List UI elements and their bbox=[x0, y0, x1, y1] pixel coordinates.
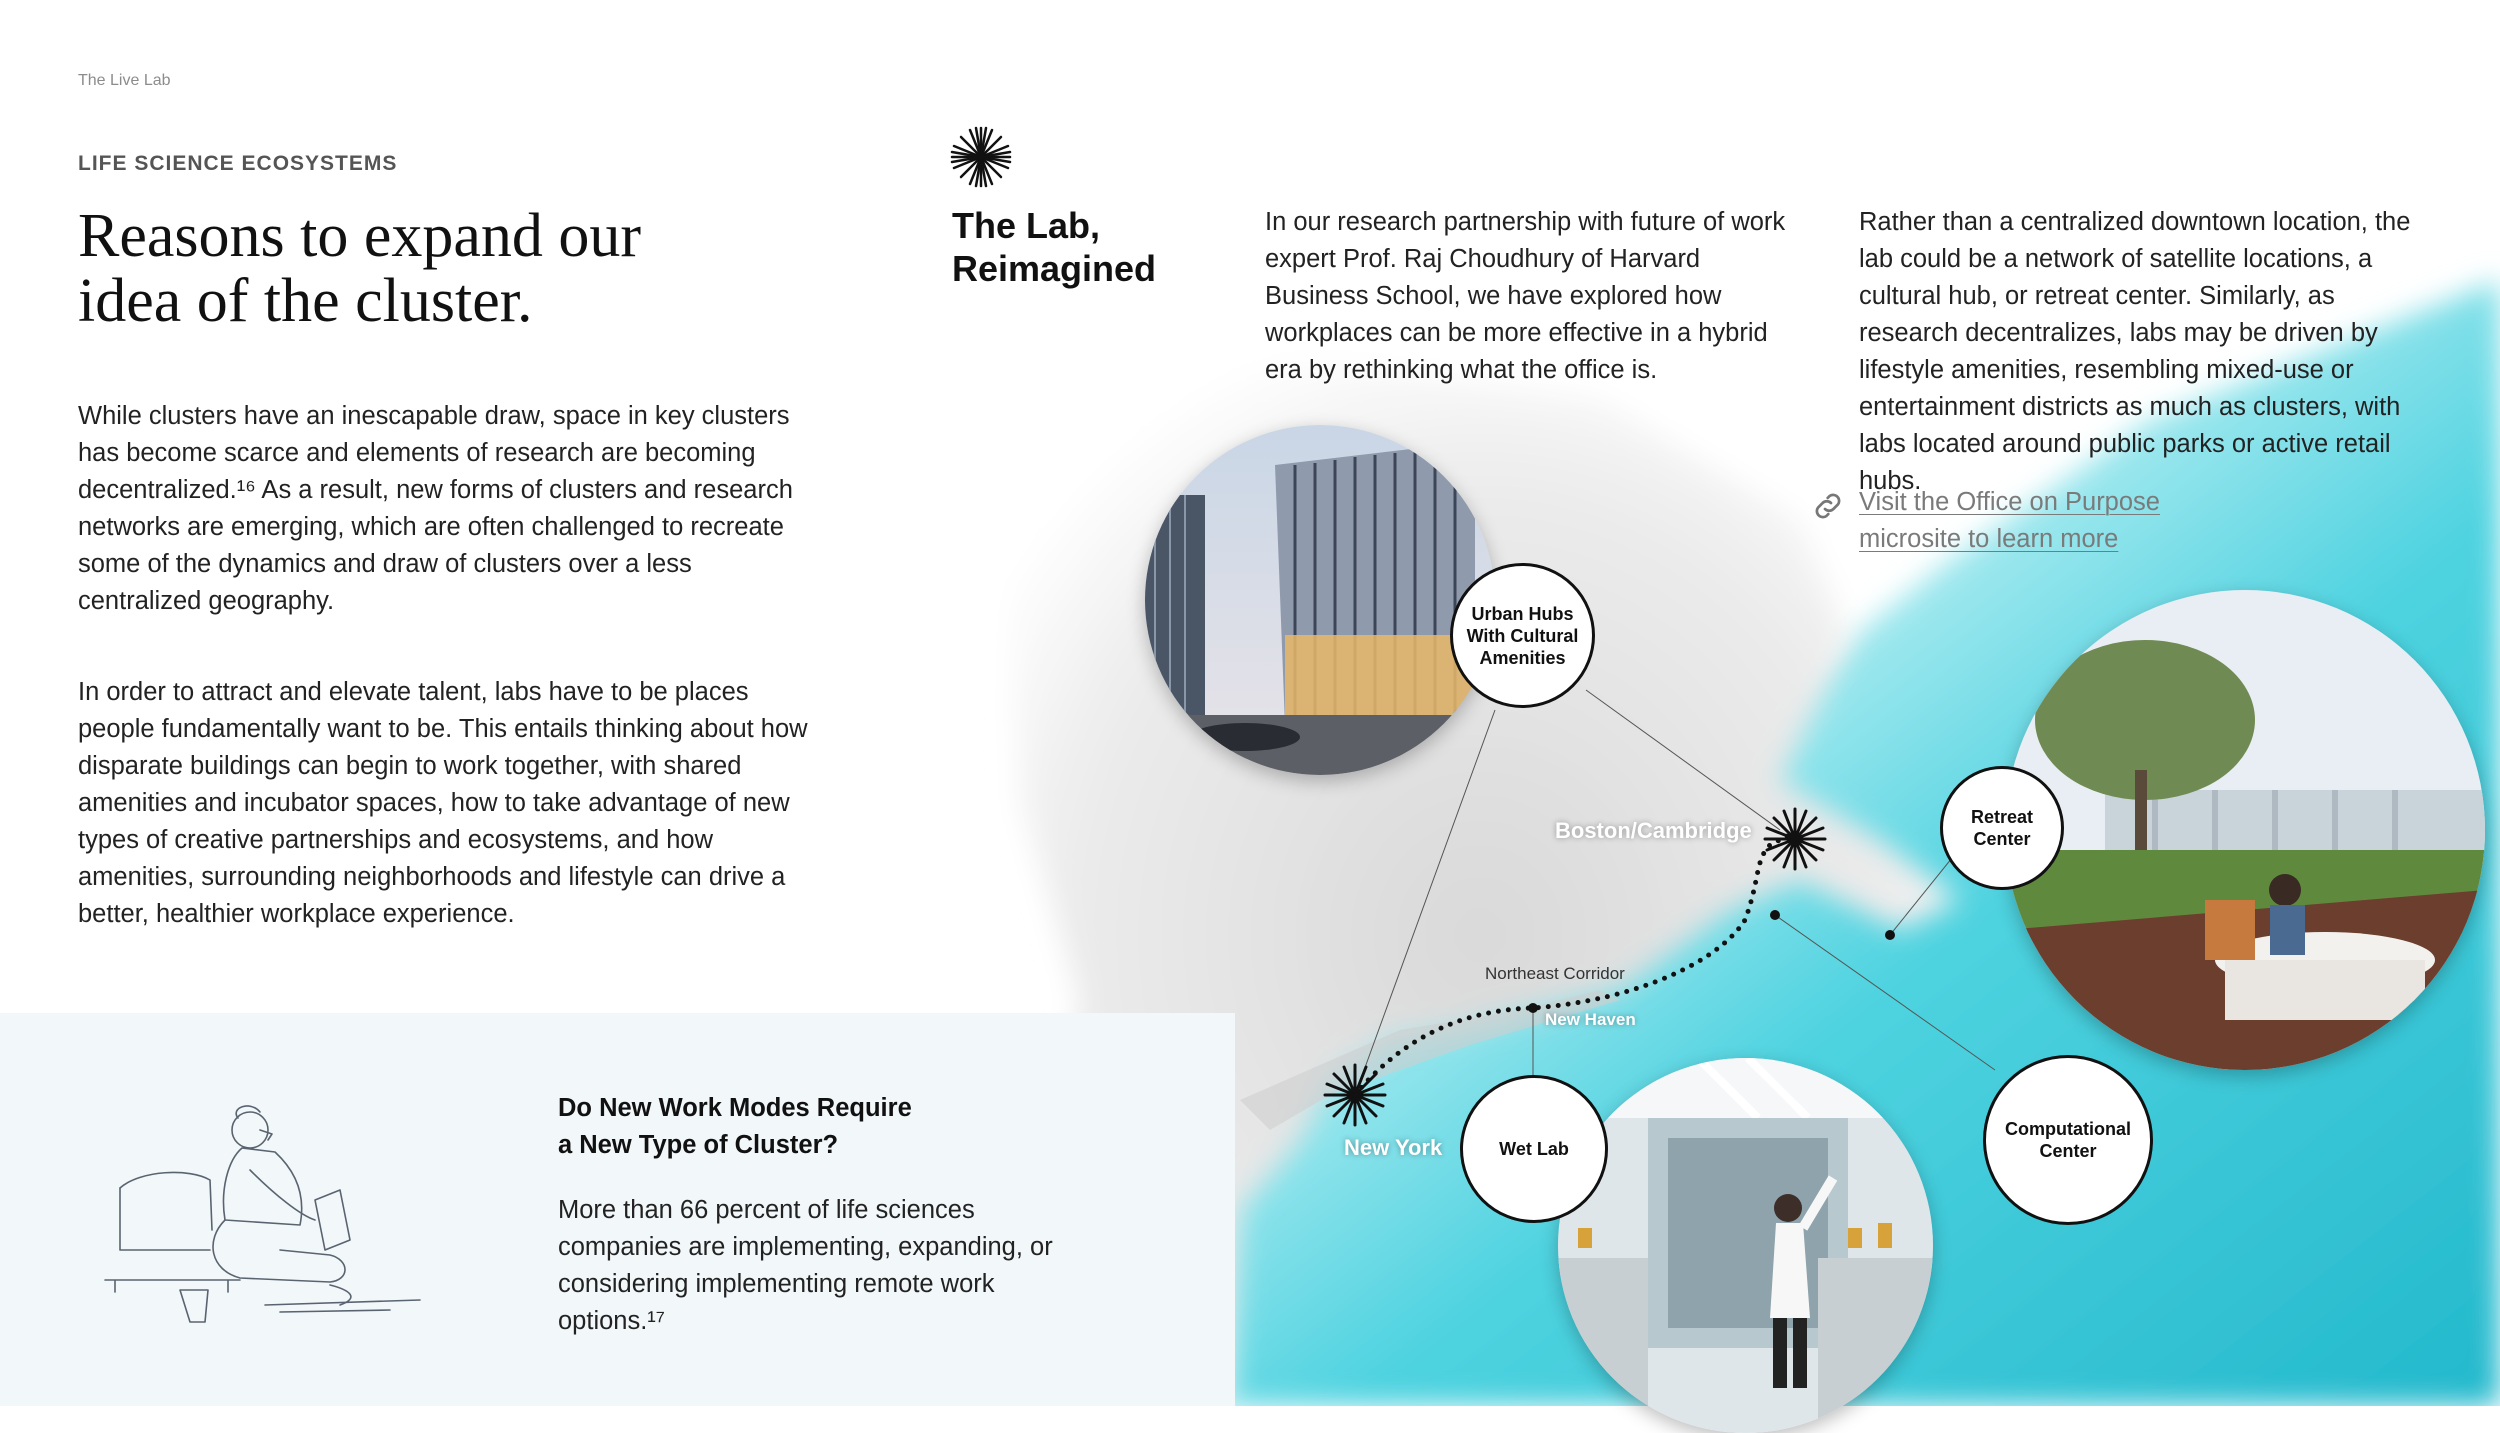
starburst-icon bbox=[950, 126, 1012, 188]
link-line-2[interactable]: microsite to learn more bbox=[1859, 525, 2119, 553]
rooftop-retreat-photo bbox=[2005, 590, 2485, 1070]
link-icon[interactable] bbox=[1810, 488, 1846, 524]
new-york-label: New York bbox=[1344, 1135, 1443, 1160]
section-title-line-2: Reimagined bbox=[952, 248, 1157, 289]
computational-line-2: Center bbox=[2039, 1141, 2097, 1161]
headline-line-2: idea of the cluster. bbox=[78, 267, 533, 335]
headline-line-1: Reasons to expand our bbox=[78, 202, 642, 270]
new-york-marker-icon bbox=[1322, 1062, 1388, 1128]
wet-lab-text: Wet Lab bbox=[1499, 1139, 1569, 1159]
page-headline bbox=[78, 204, 838, 334]
northeast-corridor-label: Northeast Corridor bbox=[1485, 964, 1625, 983]
urban-building-photo bbox=[1145, 425, 1495, 775]
new-haven-label: New Haven bbox=[1545, 1010, 1636, 1029]
computational-center-label bbox=[1983, 1055, 2153, 1225]
retreat-line-2: Center bbox=[1973, 829, 2031, 849]
decentralized-lab-paragraph: Rather than a centralized downtown location, the lab could be a network of satellite locations, a cultural hub, or retreat center. Similarly, as research decentralizes, labs may be driven by lifestyle amenities, resembling mixed-use or entertainment districts as much as clusters, with labs located around public parks or active retail hubs. bbox=[1859, 208, 2411, 495]
research-partnership-paragraph: In our research partnership with future of work expert Prof. Raj Choudhury of Harvard Business School, we have explored how workplaces can be more effective in a hybrid era by rethinking what the office is. bbox=[1265, 208, 1786, 384]
section-title-line-1: The Lab, bbox=[952, 205, 1101, 246]
running-head: The Live Lab bbox=[78, 72, 171, 89]
section-eyebrow: LIFE SCIENCE ECOSYSTEMS bbox=[78, 152, 398, 175]
remote-worker-illustration bbox=[100, 1100, 480, 1340]
computational-line-1: Computational bbox=[2005, 1119, 2131, 1139]
callout-title-line-1: Do New Work Modes Require bbox=[558, 1094, 912, 1122]
boston-marker-icon bbox=[1762, 806, 1828, 872]
link-line-1[interactable]: Visit the Office on Purpose bbox=[1859, 488, 2160, 516]
urban-hubs-label bbox=[1450, 563, 1595, 708]
talent-paragraph: In order to attract and elevate talent, labs have to be places people fundamentally want to be. This entails thinking about how disparate buildings can begin to work together, with shared amenities and incubator spaces, how to take advantage of new types of creative partnerships and ecosystems, and how amenities, surrounding neighborhoods and lifestyle can drive a better, healthier workplace experience. bbox=[78, 678, 808, 928]
retreat-center-label bbox=[1940, 766, 2064, 890]
wet-lab-photo bbox=[1558, 1058, 1933, 1433]
retreat-line-1: Retreat bbox=[1970, 807, 2034, 827]
callout-body: More than 66 percent of life sciences companies are implementing, expanding, or considering implementing remote work options.¹⁷ bbox=[558, 1196, 1053, 1335]
callout-title bbox=[558, 1090, 1038, 1164]
urban-hubs-line-2: With Cultural bbox=[1466, 625, 1579, 646]
urban-hubs-line-3: Amenities bbox=[1479, 647, 1566, 668]
urban-hubs-line-1: Urban Hubs bbox=[1471, 603, 1574, 624]
office-on-purpose-link[interactable] bbox=[1859, 484, 2259, 558]
intro-paragraph: While clusters have an inescapable draw, space in key clusters has become scarce and elements of research are becoming decentralized.¹⁶ As a result, new forms of clusters and research networks are emerging, which are often challenged to recreate some of the dynamics and draw of clusters over a less centralized geography. bbox=[78, 402, 793, 615]
callout-title-line-2: a New Type of Cluster? bbox=[558, 1131, 839, 1159]
section-title bbox=[952, 204, 1156, 290]
boston-label: Boston/Cambridge bbox=[1555, 818, 1752, 843]
wet-lab-label bbox=[1460, 1075, 1608, 1223]
